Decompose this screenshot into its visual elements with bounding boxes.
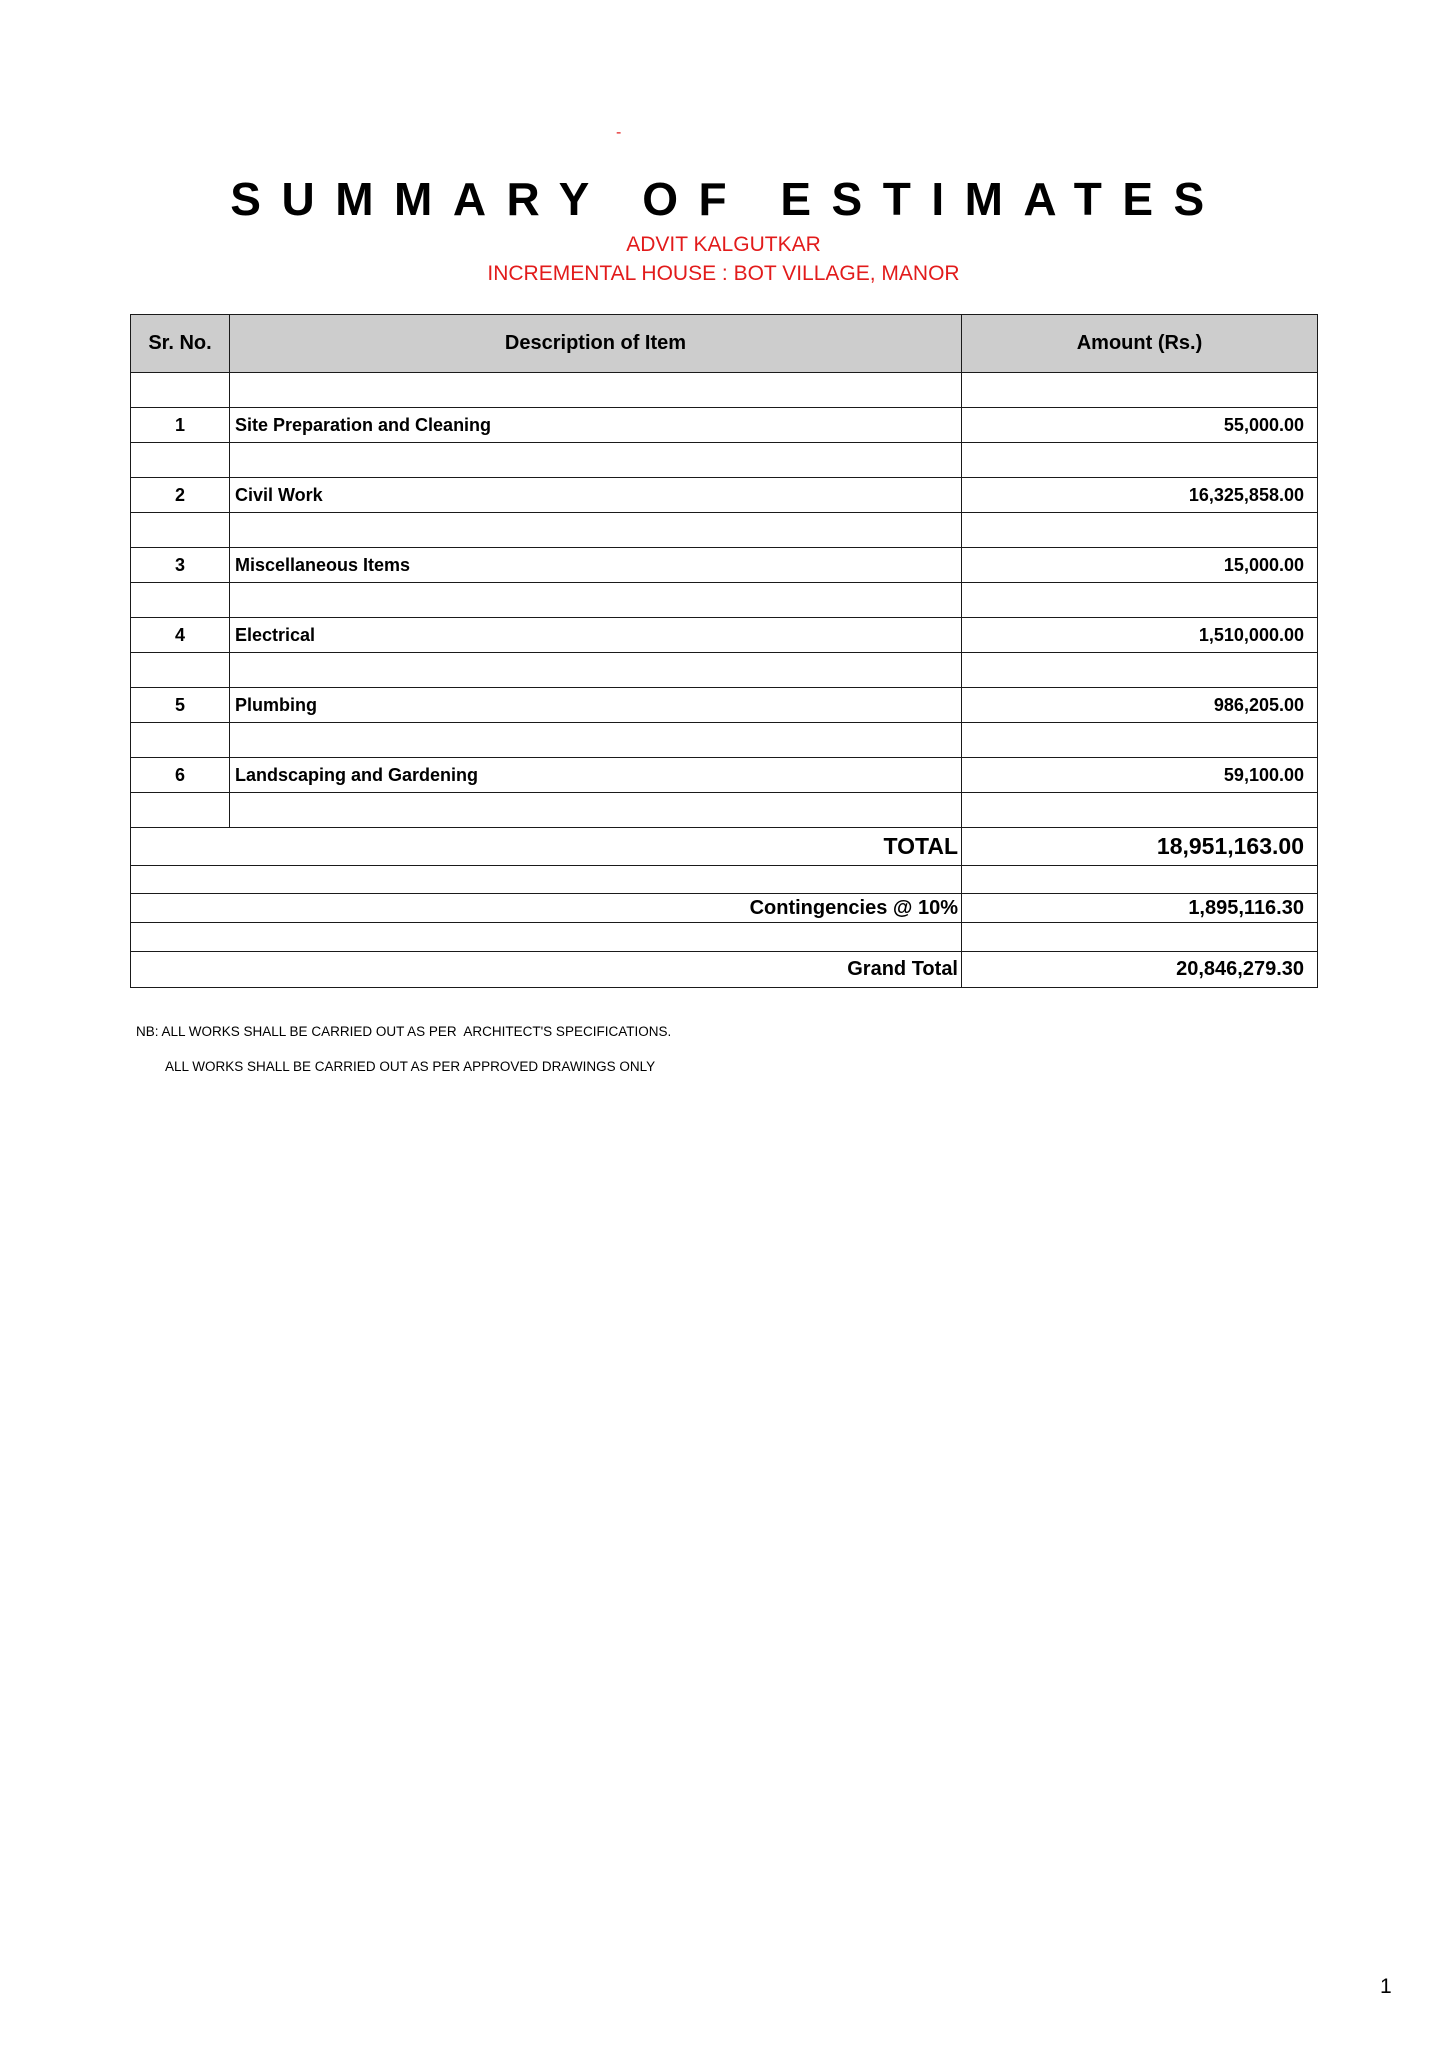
- note-drawings: ALL WORKS SHALL BE CARRIED OUT AS PER APPROVED DRAWINGS ONLY: [165, 1059, 656, 1074]
- spacer-row: [131, 653, 1318, 688]
- column-header-amount: Amount (Rs.): [962, 315, 1318, 373]
- amount-cell: 15,000.00: [962, 548, 1318, 583]
- description-cell: Miscellaneous Items: [230, 548, 962, 583]
- sr-no-cell: 4: [131, 618, 230, 653]
- sr-no-cell: 3: [131, 548, 230, 583]
- spacer-row: [131, 513, 1318, 548]
- table-row: [131, 618, 1318, 653]
- header-mark: -: [616, 124, 622, 141]
- page-title: SUMMARY OF ESTIMATES: [230, 173, 1225, 225]
- contingencies-row: [131, 894, 1318, 923]
- table-header-row: [131, 315, 1318, 373]
- table-row: [131, 548, 1318, 583]
- spacer-row: [131, 793, 1318, 828]
- table-row: [131, 688, 1318, 723]
- column-header-sr-no: Sr. No.: [131, 315, 230, 373]
- note-specifications: NB: ALL WORKS SHALL BE CARRIED OUT AS PER ARCHITECT'S SPECIFICATIONS.: [136, 1024, 672, 1039]
- column-header-description: Description of Item: [230, 315, 962, 373]
- sr-no-cell: 6: [131, 758, 230, 793]
- amount-cell: 1,510,000.00: [962, 618, 1318, 653]
- estimate-summary-table: [130, 314, 1318, 988]
- project-name: INCREMENTAL HOUSE : BOT VILLAGE, MANOR: [487, 262, 960, 285]
- description-cell: Landscaping and Gardening: [230, 758, 962, 793]
- spacer-row: [131, 923, 1318, 952]
- grand-total-amount: 20,846,279.30: [962, 952, 1318, 988]
- spacer-row: [131, 373, 1318, 408]
- spacer-row: [131, 583, 1318, 618]
- amount-cell: 986,205.00: [962, 688, 1318, 723]
- description-cell: Civil Work: [230, 478, 962, 513]
- spacer-row: [131, 443, 1318, 478]
- total-label: TOTAL: [131, 828, 962, 866]
- contingencies-amount: 1,895,116.30: [962, 894, 1318, 923]
- table-row: [131, 478, 1318, 513]
- amount-cell: 55,000.00: [962, 408, 1318, 443]
- grand-total-row: [131, 952, 1318, 988]
- grand-total-label: Grand Total: [131, 952, 962, 988]
- page-number: 1: [1380, 1975, 1392, 1998]
- client-name: ADVIT KALGUTKAR: [626, 233, 821, 256]
- total-amount: 18,951,163.00: [962, 828, 1318, 866]
- description-cell: Electrical: [230, 618, 962, 653]
- sr-no-cell: 5: [131, 688, 230, 723]
- spacer-row: [131, 866, 1318, 894]
- table-row: [131, 408, 1318, 443]
- description-cell: Site Preparation and Cleaning: [230, 408, 962, 443]
- total-row: [131, 828, 1318, 866]
- sr-no-cell: 2: [131, 478, 230, 513]
- amount-cell: 59,100.00: [962, 758, 1318, 793]
- description-cell: Plumbing: [230, 688, 962, 723]
- amount-cell: 16,325,858.00: [962, 478, 1318, 513]
- contingencies-label: Contingencies @ 10%: [131, 894, 962, 923]
- table-row: [131, 758, 1318, 793]
- spacer-row: [131, 723, 1318, 758]
- sr-no-cell: 1: [131, 408, 230, 443]
